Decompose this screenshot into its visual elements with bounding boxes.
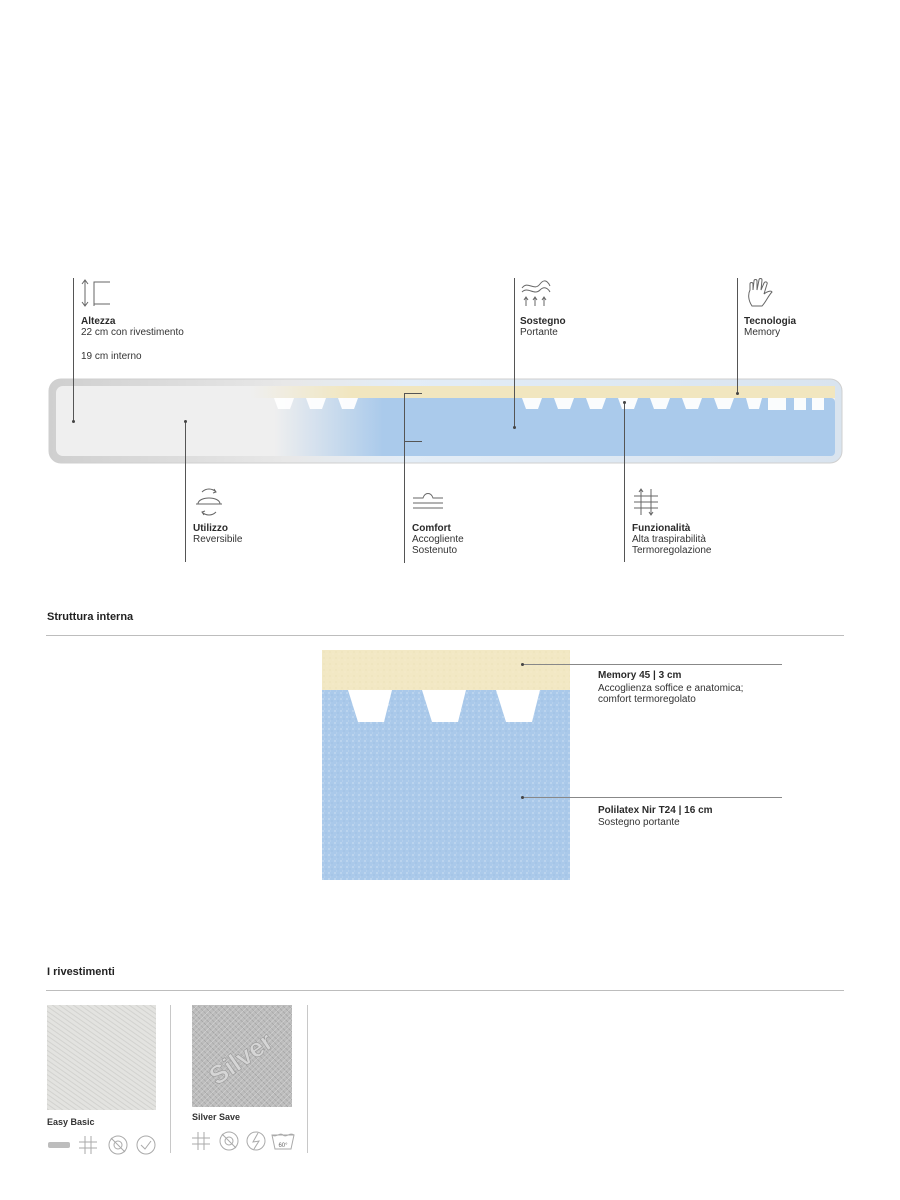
memory-line2: comfort termoregolato <box>598 694 696 705</box>
comfort-title: Comfort <box>412 523 451 534</box>
no-mites-icon <box>220 1132 238 1150</box>
memory-leader-line <box>523 664 782 665</box>
tecnologia-sub: Memory <box>744 327 781 338</box>
funzionalita-leader-line <box>624 402 625 562</box>
mattress-section <box>48 378 843 464</box>
tecnologia-leader-line <box>737 278 738 394</box>
funzionalita-sub2: Termoregolazione <box>632 545 712 556</box>
comfort-leader-line <box>404 393 405 563</box>
layer-sample <box>322 650 570 880</box>
check-circle-icon <box>137 1136 155 1154</box>
structure-heading: Struttura interna <box>47 611 134 623</box>
cover-divider-2 <box>307 1005 308 1153</box>
easy-basic-icons <box>47 1134 159 1156</box>
breathable-icon <box>79 1136 97 1154</box>
silver-save-swatch <box>192 1005 292 1107</box>
support-icon <box>520 278 552 308</box>
polilatex-leader-line <box>523 797 782 798</box>
covers-heading: I rivestimenti <box>47 966 115 978</box>
funzionalita-sub1: Alta traspirabilità <box>632 534 706 545</box>
tecnologia-leader-dot <box>736 392 739 395</box>
comfort-icon <box>411 488 445 514</box>
comfort-bracket-bottom <box>404 441 422 442</box>
reversible-icon <box>192 486 226 518</box>
comfort-bracket-top <box>404 393 422 394</box>
silver-save-label: Silver Save <box>192 1112 241 1122</box>
utilizzo-title: Utilizzo <box>193 523 228 534</box>
silver-swatch-text: Silver <box>203 1025 279 1091</box>
antistatic-icon <box>247 1132 265 1150</box>
altezza-leader-line <box>73 278 74 421</box>
no-mites-icon <box>109 1136 127 1154</box>
utilizzo-leader-dot <box>184 420 187 423</box>
breathable-icon <box>192 1132 210 1150</box>
cover-divider-1 <box>170 1005 171 1153</box>
memory-line1: Accoglienza soffice e anatomica; <box>598 683 744 694</box>
altezza-title: Altezza <box>81 316 116 327</box>
sostegno-leader-line <box>514 278 515 428</box>
memory-leader-dot <box>521 663 524 666</box>
altezza-leader-dot <box>72 420 75 423</box>
polilatex-title: Polilatex Nir T24 | 16 cm <box>598 805 713 816</box>
height-icon <box>80 278 114 308</box>
easy-basic-swatch <box>47 1005 156 1110</box>
polilatex-line1: Sostegno portante <box>598 817 680 828</box>
wash-60-label: 60° <box>278 1143 288 1149</box>
sostegno-title: Sostegno <box>520 316 566 327</box>
memory-title: Memory 45 | 3 cm <box>598 670 682 681</box>
altezza-line1: 22 cm con rivestimento <box>81 327 184 338</box>
funzionalita-leader-dot <box>623 401 626 404</box>
comfort-sub2: Sostenuto <box>412 545 458 556</box>
sostegno-leader-dot <box>513 426 516 429</box>
easy-basic-label: Easy Basic <box>47 1117 95 1127</box>
airflow-icon <box>631 486 663 518</box>
sostegno-sub: Portante <box>520 327 558 338</box>
zip-icon <box>48 1142 70 1148</box>
covers-rule <box>46 990 844 991</box>
polilatex-leader-dot <box>521 796 524 799</box>
funzionalita-title: Funzionalità <box>632 523 691 534</box>
memory-layer <box>322 650 570 690</box>
comfort-sub1: Accogliente <box>412 534 464 545</box>
tecnologia-title: Tecnologia <box>744 316 797 327</box>
hand-icon <box>744 278 776 308</box>
silver-save-icons <box>192 1130 304 1152</box>
utilizzo-sub: Reversibile <box>193 534 243 545</box>
altezza-line2: 19 cm interno <box>81 351 142 362</box>
structure-rule <box>46 635 844 636</box>
utilizzo-leader-line <box>185 422 186 562</box>
